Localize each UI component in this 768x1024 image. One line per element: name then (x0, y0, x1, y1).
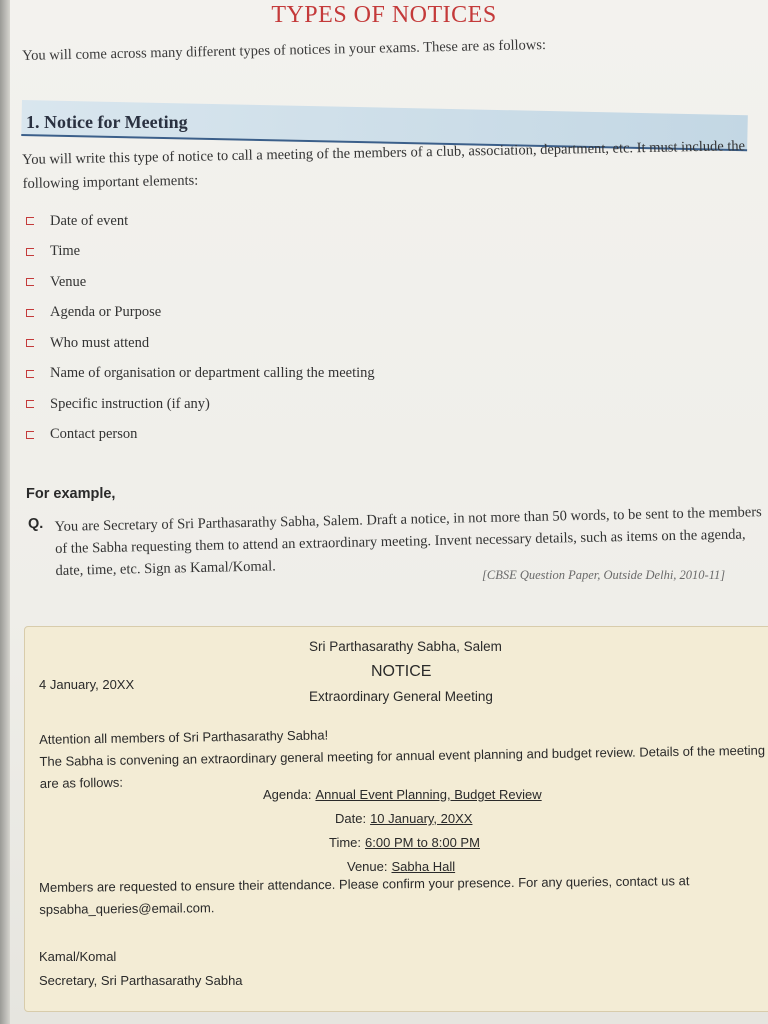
elements-list (26, 206, 375, 450)
question-text: You are Secretary of Sri Parthasarathy Sabha, Salem. Draft a notice, in not more than 50 words, to be sent to the members of the Sabha requesting them to attend an extraordinary meeting. Invent necessary details, such as items on the agenda, date, time, etc. Sign as Kamal/Komal. (54, 504, 762, 579)
square-bullet-icon (26, 370, 34, 378)
question-source: [CBSE Question Paper, Outside Delhi, 2010-11] (482, 568, 726, 582)
notice-intro: The Sabha is convening an extraordinary general meeting for annual event planning and budget review. Details of the meeting are as follows: (39, 742, 766, 791)
square-bullet-icon (26, 278, 34, 286)
square-bullet-icon (26, 400, 34, 408)
list-item: Venue (26, 267, 375, 298)
notice-date-row: Date: 10 January, 20XX (335, 811, 473, 826)
notice-subject: Extraordinary General Meeting (309, 689, 493, 704)
notice-body (39, 718, 766, 795)
square-bullet-icon (26, 309, 34, 317)
notice-venue-row: Venue: Sabha Hall (347, 859, 456, 874)
notice-heading: NOTICE (371, 663, 432, 680)
list-item: Agenda or Purpose (26, 298, 375, 329)
square-bullet-icon (26, 339, 34, 347)
notice-agenda-row: Agenda: Annual Event Planning, Budget Review (263, 787, 542, 802)
book-spine-shadow (0, 0, 10, 1024)
notice-attention: Attention all members of Sri Parthasarathy Sabha! (39, 727, 329, 747)
notice-time-value: 6:00 PM to 8:00 PM (365, 835, 480, 850)
notice-venue-value: Sabha Hall (391, 859, 456, 874)
notice-date-value: 10 January, 20XX (370, 811, 473, 826)
notice-signature-title: Secretary, Sri Parthasarathy Sabha (39, 973, 243, 988)
notice-organisation: Sri Parthasarathy Sabha, Salem (309, 639, 502, 654)
square-bullet-icon (26, 217, 34, 225)
list-item: Name of organisation or department calling the meeting (26, 359, 375, 390)
question-label: Q. (28, 516, 44, 532)
notice-time-row: Time: 6:00 PM to 8:00 PM (329, 835, 480, 850)
list-item: Specific instruction (if any) (26, 389, 375, 420)
sample-notice-box (24, 626, 768, 1012)
notice-closing: Members are requested to ensure their attendance. Please confirm your presence. For any queries, contact us at spsabha_queries@email.com. (39, 873, 690, 917)
notice-date: 4 January, 20XX (39, 677, 135, 692)
list-item: Date of event (26, 206, 375, 237)
section-description: You will write this type of notice to call a meeting of the members of a club, association, department, etc. It must include the following important elements: (22, 138, 746, 192)
list-item: Contact person (26, 420, 375, 451)
section-title: 1. Notice for Meeting (26, 112, 188, 132)
square-bullet-icon (26, 248, 34, 256)
notice-agenda-value: Annual Event Planning, Budget Review (315, 787, 542, 802)
example-label: For example, (26, 486, 116, 502)
list-item: Time (26, 237, 375, 268)
notice-signature-name: Kamal/Komal (39, 949, 117, 964)
page-title: TYPES OF NOTICES (271, 2, 497, 28)
list-item: Who must attend (26, 328, 375, 359)
page-intro: You will come across many different types of notices in your exams. These are as follows: (22, 37, 547, 64)
square-bullet-icon (26, 431, 34, 439)
